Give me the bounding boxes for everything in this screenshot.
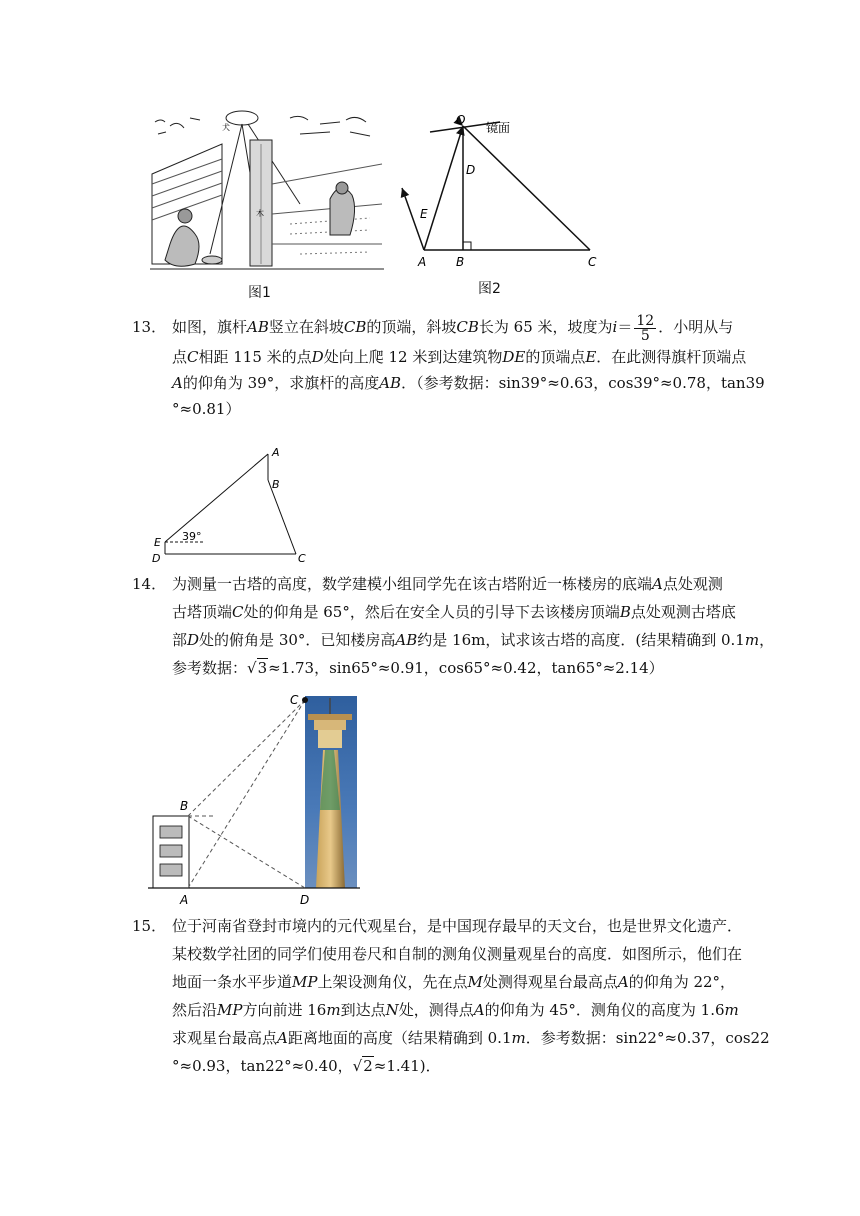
sqrt-2: √2 [352, 1057, 373, 1075]
fig1-label-0: 木 [256, 209, 264, 218]
text: 约是 16m，试求该古塔的高度．(结果精确到 0.1 [417, 631, 745, 649]
fig13-angle-label: 39° [182, 530, 202, 543]
text: m [744, 631, 760, 649]
figure-1-illustration [150, 104, 384, 274]
text: C [187, 348, 199, 366]
text: DE [502, 348, 526, 366]
text: AB [247, 318, 269, 336]
text: 处，测得点 [398, 1001, 474, 1019]
fig2-label-E: E [420, 207, 428, 221]
text: 为测量一古塔的高度，数学建模小组同学先在该古塔附近一栋楼房的底端 [172, 575, 653, 593]
text: 长为 65 米，坡度为 [478, 318, 613, 336]
fig14-label-B: B [180, 799, 189, 813]
fig14-label-C: C [290, 693, 299, 707]
fig14-label-D: D [300, 893, 310, 907]
text: MP [217, 1001, 243, 1019]
text: ＝ [617, 318, 633, 336]
text: N [385, 1001, 399, 1019]
fig1-label-1: 犬 [222, 123, 230, 132]
text: 点 [172, 348, 188, 366]
text: D [311, 348, 324, 366]
text: 位于河南省登封市境内的元代观星台，是中国现存最早的天文台，也是世界文化遗产． [172, 917, 743, 935]
fig2-label-A: A [418, 255, 427, 269]
text: 处的俯角是 30°．已知楼房高 [199, 631, 396, 649]
figure-2-caption: 图2 [478, 281, 501, 297]
problem-15 [132, 912, 770, 1080]
text: 的仰角为 22°， [628, 973, 736, 991]
text: °≈0.81） [172, 400, 241, 418]
fig13-label-A: A [272, 446, 280, 459]
text: M [467, 973, 483, 991]
fig13-label-B: B [272, 478, 280, 491]
text: MP [292, 973, 318, 991]
text: A [652, 575, 663, 593]
radicand: 2 [363, 1057, 373, 1075]
text: ．（参考数据：sin39°≈0.63，cos39°≈0.78，tan39 [401, 374, 765, 392]
text: 某校数学社团的同学们使用卷尺和自制的测角仪测量观星台的高度．如图所示，他们在 [172, 945, 743, 963]
text: 如图，旗杆 [172, 318, 248, 336]
text: 处测得观星台最高点 [482, 973, 618, 991]
text: ．在此测得旗杆顶端点 [596, 348, 747, 366]
problem-14-figure [148, 690, 368, 908]
text: 部 [172, 631, 188, 649]
problem-14 [132, 570, 775, 682]
text: AB [379, 374, 402, 392]
text: 上架设测角仪，先在点 [317, 973, 468, 991]
figure-2-diagram [390, 110, 610, 270]
text: CB [456, 318, 479, 336]
text: 到达点 [340, 1001, 386, 1019]
slope-fraction [634, 314, 656, 343]
fig13-label-C: C [298, 552, 306, 564]
text: 地面一条水平步道 [172, 973, 293, 991]
problem-13 [132, 310, 765, 422]
text: CB [343, 318, 367, 336]
text: 的顶端，斜坡 [366, 318, 457, 336]
text: 点处观测 [662, 575, 723, 593]
text: 古塔顶端 [172, 603, 233, 621]
text: 方向前进 16 [242, 1001, 327, 1019]
text: 处的仰角是 65°，然后在安全人员的引导下去该楼房顶端 [243, 603, 620, 621]
text: ．小明从与 [658, 318, 734, 336]
text: ．参考数据：sin22°≈0.37，cos22 [525, 1029, 770, 1047]
text: 的仰角为 45°．测角仪的高度为 1.6 [484, 1001, 725, 1019]
fraction-numerator: 12 [636, 312, 655, 329]
radicand: 3 [257, 659, 268, 677]
text: 相距 115 米的点 [198, 348, 312, 366]
text: 然后沿 [172, 1001, 218, 1019]
text: C [232, 603, 244, 621]
fig2-label-O: O [456, 113, 466, 127]
problem-number: 15． [132, 917, 167, 935]
text: m [724, 1001, 739, 1019]
text: E [585, 348, 597, 366]
text: 的仰角为 39°，求旗杆的高度 [182, 374, 380, 392]
fig13-label-D: D [152, 552, 161, 564]
text: ≈1.41)． [373, 1057, 441, 1075]
text: D [187, 631, 200, 649]
text: AB [395, 631, 418, 649]
fig2-label-B: B [456, 255, 465, 269]
text: m [326, 1001, 341, 1019]
problem-13-figure [148, 442, 318, 564]
text: B [619, 603, 631, 621]
text: 处向上爬 12 米到达建筑物 [323, 348, 503, 366]
figure-1-caption: 图1 [248, 285, 271, 301]
fig2-label-D: D [466, 163, 476, 177]
text: 求观星台最高点 [172, 1029, 278, 1047]
text: 点处观测古塔底 [630, 603, 736, 621]
fig2-mirror-label: 镜面 [486, 121, 511, 135]
text: i [612, 318, 618, 336]
fig2-label-C: C [588, 255, 597, 269]
text: ≈1.73，sin65°≈0.91，cos65°≈0.42，tan65°≈2.14） [268, 659, 664, 677]
text: ， [759, 631, 775, 649]
fig13-label-E: E [154, 536, 161, 549]
text: A [473, 1001, 485, 1019]
text: 的顶端点 [525, 348, 586, 366]
problem-number: 13． [132, 318, 167, 336]
text: A [277, 1029, 288, 1047]
text: A [172, 374, 183, 392]
text: A [617, 973, 629, 991]
text: m [511, 1029, 526, 1047]
fig14-label-A: A [180, 893, 189, 907]
text: °≈0.93，tan22°≈0.40， [172, 1057, 353, 1075]
sqrt-3: √3 [247, 659, 268, 677]
problem-number: 14． [132, 575, 167, 593]
text: 竖立在斜坡 [268, 318, 344, 336]
text: 参考数据： [172, 659, 248, 677]
text: 距离地面的高度（结果精确到 0.1 [287, 1029, 512, 1047]
fraction-denominator: 5 [640, 327, 650, 344]
